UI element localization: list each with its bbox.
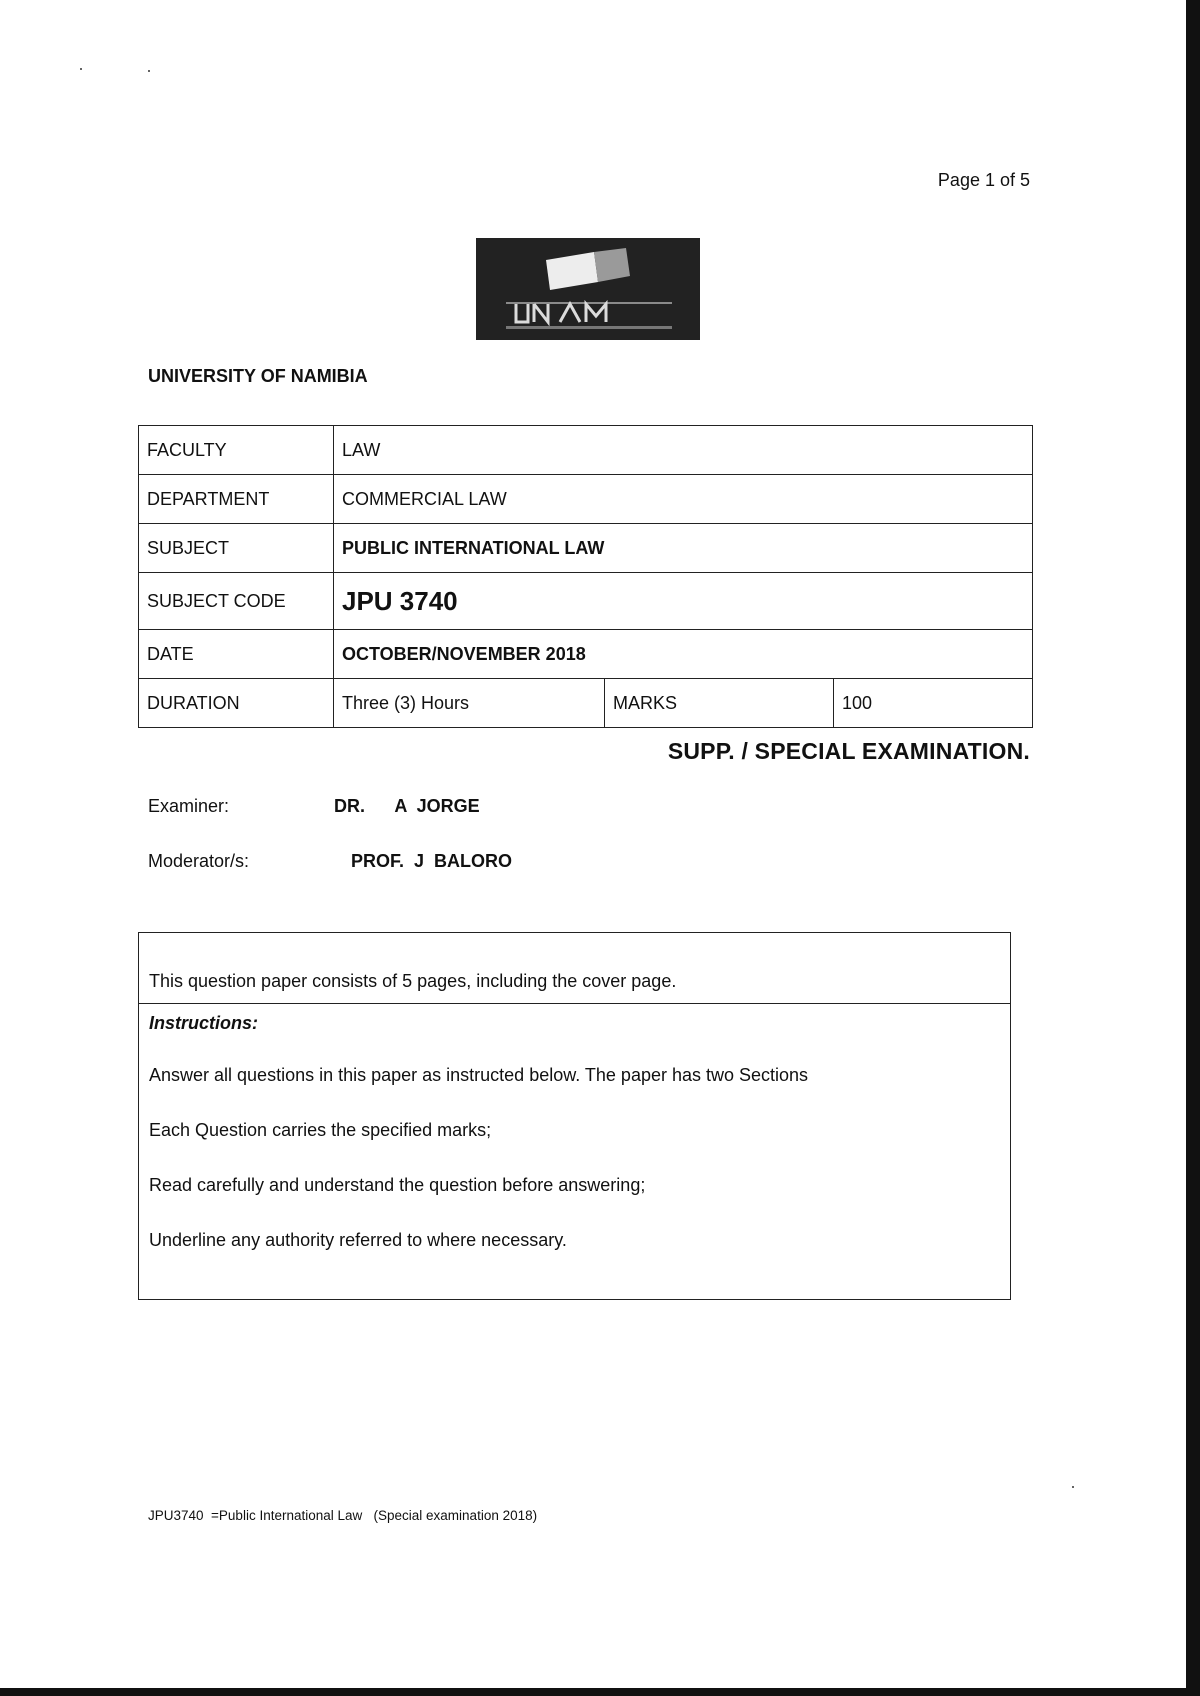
marks-label: MARKS	[605, 679, 834, 728]
scan-edge-right	[1186, 0, 1200, 1696]
subject-code-label: SUBJECT CODE	[139, 573, 334, 630]
duration-value: Three (3) Hours	[334, 679, 605, 728]
instruction-item: Underline any authority referred to where necessary.	[149, 1230, 567, 1250]
university-name: UNIVERSITY OF NAMIBIA	[148, 366, 368, 386]
page-footer: JPU3740 =Public International Law (Special examination 2018)	[148, 1508, 538, 1523]
date-row	[139, 630, 1033, 679]
scan-edge-bottom	[0, 1688, 1200, 1696]
exam-type: SUPP. / SPECIAL EXAMINATION.	[667, 738, 1030, 764]
subject-row	[139, 524, 1033, 573]
subject-code-row	[139, 573, 1033, 630]
scan-speck	[148, 70, 150, 72]
examiner-label: Examiner:	[148, 796, 230, 816]
instruction-item: Answer all questions in this paper as instructed below. The paper has two Sections	[149, 1065, 809, 1085]
instructions-intro-row	[139, 933, 1010, 1004]
department-value: COMMERCIAL LAW	[334, 475, 1033, 524]
instruction-item: Each Question carries the specified marks;	[149, 1120, 492, 1140]
faculty-value: LAW	[334, 426, 1033, 475]
subject-label: SUBJECT	[139, 524, 334, 573]
faculty-label: FACULTY	[139, 426, 334, 475]
scan-speck	[1072, 1486, 1074, 1488]
unam-logo-graphic	[476, 238, 700, 340]
instructions-intro: This question paper consists of 5 pages, including the cover page.	[149, 971, 677, 991]
date-value: OCTOBER/NOVEMBER 2018	[334, 630, 1033, 679]
faculty-row	[139, 426, 1033, 475]
subject-value: PUBLIC INTERNATIONAL LAW	[334, 524, 1033, 573]
instruction-item: Read carefully and understand the question before answering;	[149, 1175, 646, 1195]
page-number: Page 1 of 5	[937, 170, 1030, 190]
department-row	[139, 475, 1033, 524]
department-label: DEPARTMENT	[139, 475, 334, 524]
marks-value: 100	[834, 679, 1033, 728]
examiner-value: DR. A JORGE	[334, 796, 480, 816]
instructions-box	[138, 932, 1011, 1300]
subject-code-value: JPU 3740	[334, 573, 1033, 630]
unam-logo	[476, 238, 700, 340]
moderator-value: PROF. J BALORO	[351, 851, 513, 871]
duration-label: DURATION	[139, 679, 334, 728]
moderator-label: Moderator/s:	[148, 851, 250, 871]
instructions-heading: Instructions:	[149, 1013, 259, 1033]
duration-row	[139, 679, 1033, 728]
scan-speck	[80, 68, 82, 70]
exam-info-table	[138, 425, 1033, 728]
date-label: DATE	[139, 630, 334, 679]
